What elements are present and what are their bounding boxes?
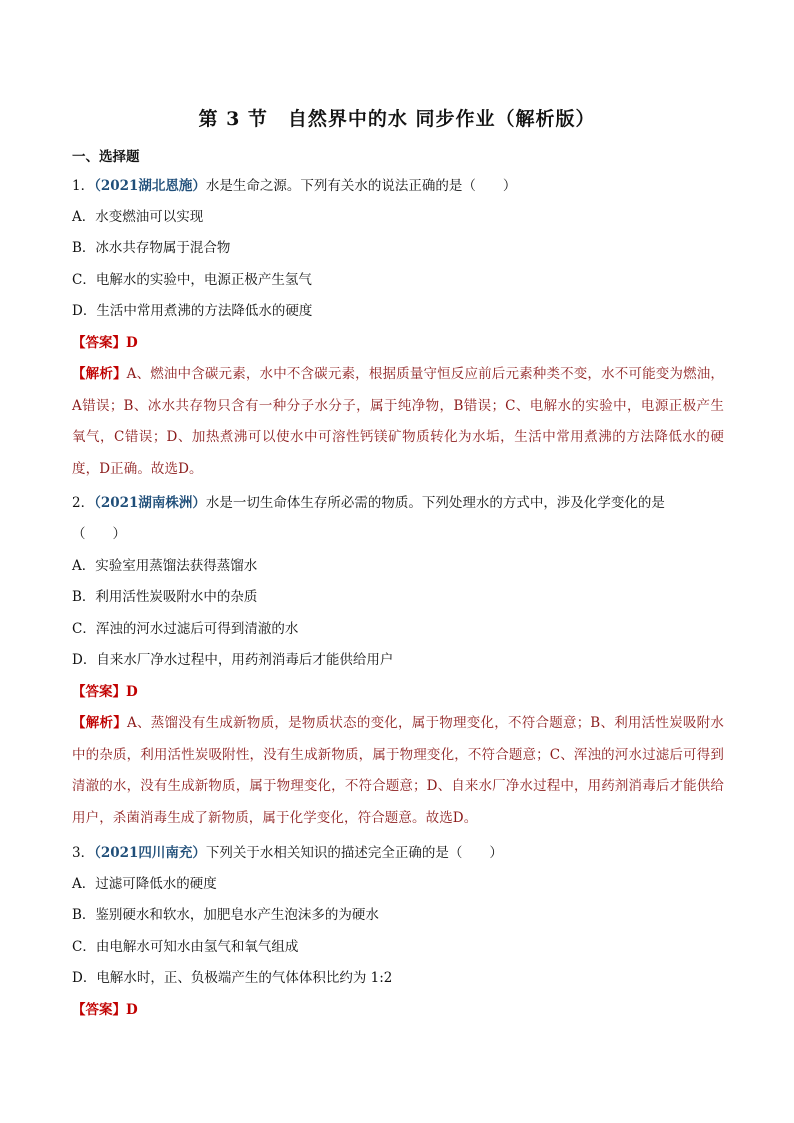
question-source: （2021湖北恩施） xyxy=(94,178,206,194)
option-b: B．冰水共存物属于混合物 xyxy=(72,240,231,256)
question-2-stem-continued: （ ） xyxy=(72,526,126,542)
question-source: （2021湖南株洲） xyxy=(94,495,206,511)
option-d: D．自来水厂净水过程中，用药剂消毒后才能供给用户 xyxy=(72,652,394,668)
question-1-stem xyxy=(72,177,722,195)
answer-line xyxy=(72,334,722,352)
option-a: A．水变燃油可以实现 xyxy=(72,209,204,225)
answer-value: D xyxy=(126,1002,138,1018)
option-c: C．由电解水可知水由氢气和氧气组成 xyxy=(72,939,299,955)
question-3-stem xyxy=(72,844,722,862)
question-number: 2． xyxy=(72,495,95,511)
analysis-text: A、燃油中含碳元素，水中不含碳元素，根据质量守恒反应前后元素种类不变，水不可能变为燃油，A错误；B、冰水共存物只含有一种分子水分子，属于纯净物，B错误；C、电解水的实验中，电源正极产生氧气，C错误；D、加热煮沸可以使水中可溶性钙镁矿物质转化为水垢，生活中常用煮沸的方法降低水的硬度，D正确。故选D。 xyxy=(72,366,724,477)
option-c: C．电解水的实验中，电源正极产生氢气 xyxy=(72,272,312,288)
answer-label: 【答案】 xyxy=(72,1002,126,1018)
option-a: A．实验室用蒸馏法获得蒸馏水 xyxy=(72,558,258,574)
analysis-text: A、蒸馏没有生成新物质，是物质状态的变化，属于物理变化，不符合题意；B、利用活性炭吸附水中的杂质，利用活性炭吸附性，没有生成新物质，属于物理变化，不符合题意；C、浑浊的河水过滤后可得到清澈的水，没有生成新物质，属于物理变化，不符合题意；D、自来水厂净水过程中，用药剂消毒后才能供给用户，杀菌消毒生成了新物质，属于化学变化，符合题意。故选D。 xyxy=(72,715,724,826)
page-title: 第 3 节 自然界中的水 同步作业（解析版） xyxy=(198,108,596,130)
option-c: C．浑浊的河水过滤后可得到清澈的水 xyxy=(72,621,299,637)
option-b: B．鉴别硬水和软水，加肥皂水产生泡沫多的为硬水 xyxy=(72,907,379,923)
answer-value: D xyxy=(126,684,138,700)
answer-line xyxy=(72,683,722,701)
question-2-stem xyxy=(72,494,722,512)
question-text: 水是一切生命体生存所必需的物质。下列处理水的方式中，涉及化学变化的是 xyxy=(205,495,665,511)
answer-label: 【答案】 xyxy=(72,335,126,351)
answer-value: D xyxy=(126,335,138,351)
question-number: 1． xyxy=(72,178,95,194)
question-number: 3． xyxy=(72,845,95,861)
analysis-paragraph xyxy=(72,708,724,834)
question-source: （2021四川南充） xyxy=(94,845,206,861)
option-d: D．电解水时，正、负极端产生的气体体积比约为 1:2 xyxy=(72,970,393,986)
answer-label: 【答案】 xyxy=(72,684,126,700)
option-a: A．过滤可降低水的硬度 xyxy=(72,876,217,892)
option-d: D．生活中常用煮沸的方法降低水的硬度 xyxy=(72,303,313,319)
analysis-label: 【解析】 xyxy=(72,366,127,382)
section-heading: 一、选择题 xyxy=(72,149,140,165)
option-b: B．利用活性炭吸附水中的杂质 xyxy=(72,589,258,605)
answer-line xyxy=(72,1001,722,1019)
analysis-label: 【解析】 xyxy=(72,715,127,731)
question-text: 下列关于水相关知识的描述完全正确的是（ ） xyxy=(205,845,503,861)
question-text: 水是生命之源。下列有关水的说法正确的是（ ） xyxy=(205,178,517,194)
analysis-paragraph xyxy=(72,359,724,485)
